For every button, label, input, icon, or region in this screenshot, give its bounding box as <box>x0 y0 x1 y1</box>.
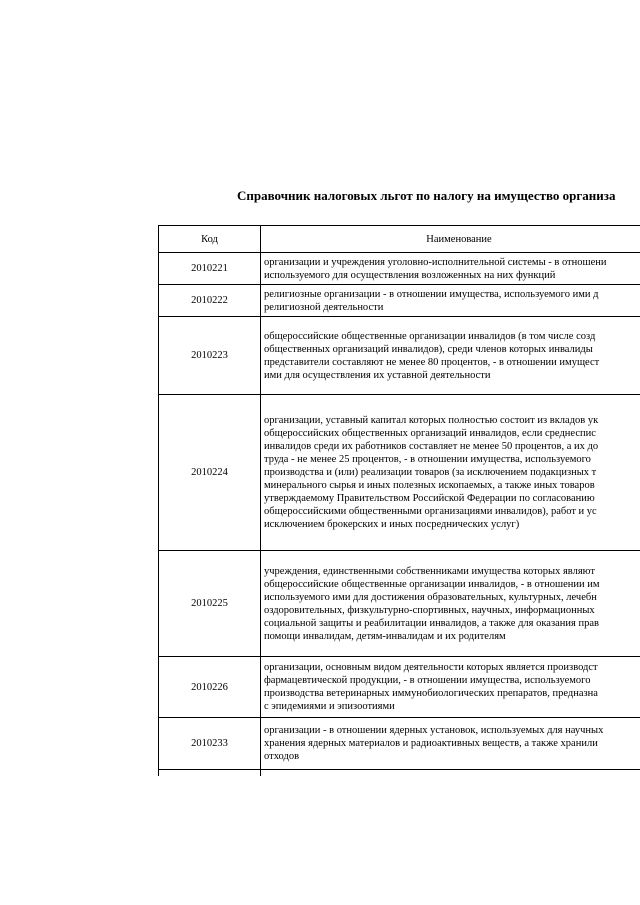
table-row <box>159 657 640 718</box>
table-header-row <box>159 226 640 253</box>
tax-benefit-code: 2010224 <box>159 395 261 551</box>
description-line: организации, основным видом деятельности которых является производст <box>264 662 598 673</box>
description-line: используемого для осуществления возложенных на них функций <box>264 269 556 281</box>
tax-benefit-description <box>261 718 640 770</box>
description-line: инвалидов среди их работников составляет не менее 50 процентов, а их до <box>264 441 599 452</box>
tax-benefit-code: 2010233 <box>159 718 261 770</box>
table-row <box>159 285 640 317</box>
description-line: ими для осуществления их уставной деятельности <box>264 369 491 381</box>
description-line: организации, уставный капитал которых полностью состоит из вкладов ук <box>264 415 599 426</box>
tax-benefit-description <box>261 395 640 551</box>
description-line: с эпидемиями и эпизоотиями <box>264 701 395 712</box>
tax-benefit-description <box>261 551 640 657</box>
description-line: помощи инвалидам, детям-инвалидам и их родителям <box>264 630 506 642</box>
description-line: труда - не менее 25 процентов, - в отношении имущества, используемого <box>264 454 591 465</box>
description-line: общероссийскими общественными организациями инвалидов), работ и ус <box>264 506 597 517</box>
description-line: религиозной деятельности <box>264 301 384 313</box>
description-line: религиозные организации - в отношении имущества, используемого ими д <box>264 288 599 300</box>
description-line: утверждаемому Правительством Российской Федерации по согласованию <box>264 493 595 504</box>
description-line: социальной защиты и реабилитации инвалидов, а также для оказания прав <box>264 617 599 629</box>
tax-benefit-description <box>261 285 640 317</box>
table-body <box>159 253 640 777</box>
description-line: организации - в отношении ядерных установок, используемых для научных <box>264 725 604 736</box>
tax-benefit-description <box>261 657 640 718</box>
tax-benefit-code: 2010222 <box>159 285 261 317</box>
description-line: общероссийских общественных организаций инвалидов, если среднеспис <box>264 428 596 439</box>
description-line: исключением брокерских и иных посреднических услуг) <box>264 519 520 530</box>
tax-benefit-code: 2010223 <box>159 317 261 395</box>
description-line: общероссийские общественные организации инвалидов, - в отношении им <box>264 578 600 590</box>
description-line: отходов <box>264 751 300 762</box>
description-line: оздоровительных, физкультурно-спортивных, научных, информационных <box>264 604 595 616</box>
description-line: учреждения, единственными собственниками имущества которых являют <box>264 565 595 577</box>
description-line: используемого ими для достижения образовательных, культурных, лечебн <box>264 591 597 603</box>
description-line: минерального сырья и иных полезных ископаемых, а также иных товаров <box>264 480 595 491</box>
description-line: хранения ядерных материалов и радиоактивных веществ, а также хранили <box>264 738 598 749</box>
tax-benefit-code: 2010221 <box>159 253 261 285</box>
code-column-header: Код <box>159 226 261 253</box>
description-line: производства и (или) реализации товаров (за исключением подакцизных т <box>264 467 597 478</box>
description-line: общероссийские общественные организации инвалидов (в том числе созд <box>264 330 596 342</box>
name-column-header: Наименование <box>261 226 640 253</box>
description-line: общественных организаций инвалидов), среди членов которых инвалиды <box>264 343 593 355</box>
table-row-partial <box>159 770 640 777</box>
table-row <box>159 551 640 657</box>
table-row <box>159 395 640 551</box>
description-line: фармацевтической продукции, - в отношении имущества, используемого <box>264 675 591 686</box>
tax-benefit-description <box>261 317 640 395</box>
tax-benefit-description <box>261 253 640 285</box>
tax-benefit-code: 2010226 <box>159 657 261 718</box>
empty-cell <box>159 770 261 777</box>
table-row <box>159 718 640 770</box>
tax-benefit-code: 2010225 <box>159 551 261 657</box>
table-row <box>159 317 640 395</box>
empty-cell <box>261 770 640 777</box>
benefits-table <box>158 225 640 776</box>
description-line: организации и учреждения уголовно-исполнительной системы - в отношени <box>264 256 607 268</box>
page-title: Справочник налоговых льгот по налогу на имущество организа <box>237 188 616 203</box>
description-line: производства ветеринарных иммунобиологических препаратов, предназна <box>264 688 598 699</box>
description-line: представители составляют не менее 80 процентов, - в отношении имущест <box>264 356 600 368</box>
table-row <box>159 253 640 285</box>
